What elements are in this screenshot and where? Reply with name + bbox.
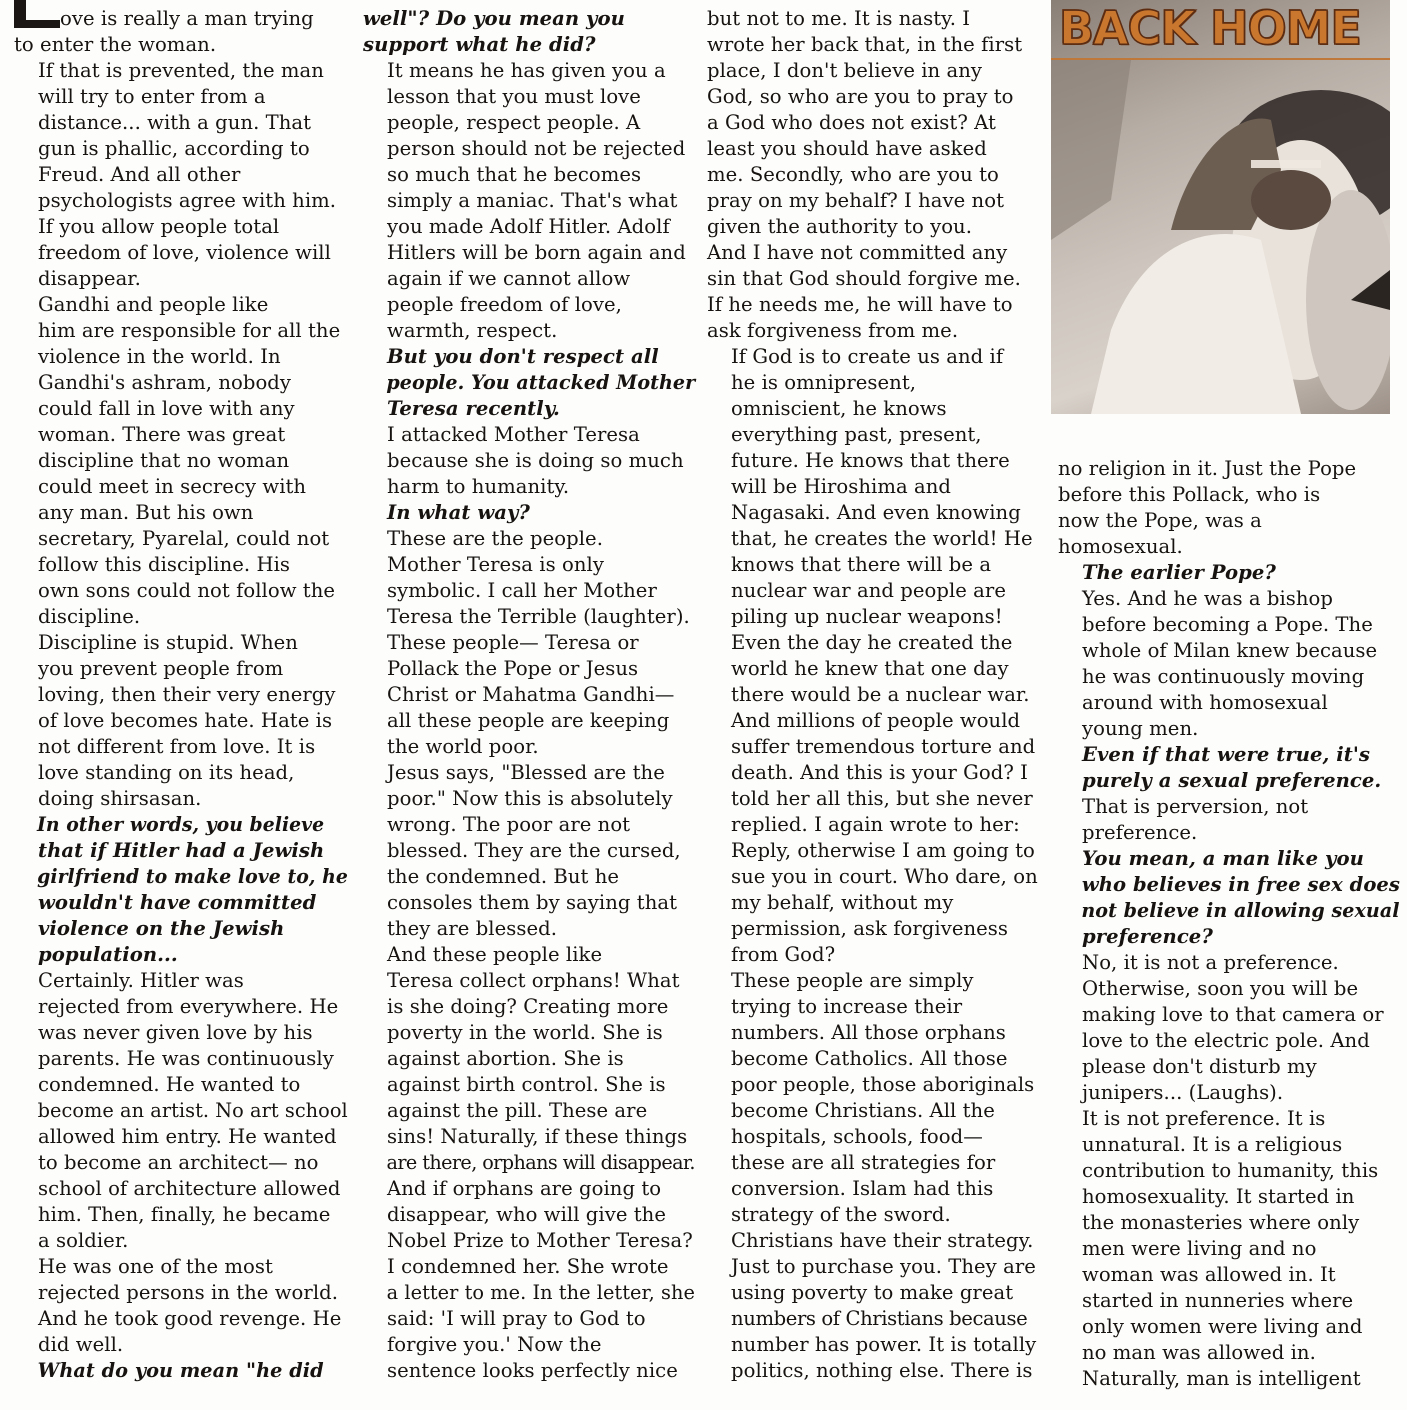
paragraph [14,1254,348,1358]
text-line: You mean, a man like you [1082,847,1364,870]
text-line: girlfriend to make love to, he [37,865,348,888]
text-line: discipline. [38,605,141,628]
text-line: ask forgiveness from me. [707,319,959,342]
text-line: numbers. All those orphans [731,1021,1006,1044]
text-line: replied. I again wrote to her: [731,813,1020,836]
text-line: that, he creates the world! He [731,527,1033,550]
text-line: These are the people. [387,527,603,550]
text-line: the world poor. [387,735,539,758]
text-line: These people— Teresa or [387,631,639,654]
text-line: If he needs me, he will have to [707,293,1013,316]
text-line: sue you in court. Who dare, on [731,865,1038,888]
paragraph [363,526,695,760]
text-line: Even the day he created the [731,631,1013,654]
text-line: no man was allowed in. [1082,1341,1316,1364]
text-line: In other words, you believe [37,813,325,836]
text-line: Yes. And he was a bishop [1082,587,1333,610]
text-line: doing shirsasan. [38,787,202,810]
text-line: Pollack the Pope or Jesus [387,657,639,680]
text-line: unnatural. It is a religious [1082,1133,1343,1156]
text-line: wrote her back that, in the first [707,33,1023,56]
text-line: will try to enter from a [38,85,266,108]
text-line: me. Secondly, who are you to [707,163,999,186]
text-line: homosexuality. It started in [1082,1185,1355,1208]
text-line: he is omnipresent, [731,371,917,394]
interview-question [14,1358,348,1384]
text-line: people. You attacked Mother [386,371,696,394]
paragraph [707,6,1051,344]
text-line: poor people, those aboriginals [731,1073,1035,1096]
text-line: sin that God should forgive me. [707,267,1021,290]
text-line: Just to purchase you. They are [731,1255,1036,1278]
text-line: least you should have asked [707,137,987,160]
text-line: but not to me. It is nasty. I [707,7,971,30]
text-line: In what way? [387,501,530,524]
text-line: violence in the world. In [38,345,281,368]
text-line: own sons could not follow the [38,579,336,602]
text-line: him. Then, finally, he became [38,1203,331,1226]
text-line: condemned. He wanted to [38,1073,301,1096]
text-line: against abortion. She is [387,1047,624,1070]
paragraph [363,1254,695,1384]
text-line: I condemned her. She wrote [387,1255,669,1278]
text-line: not believe in allowing sexual [1081,899,1400,922]
text-line: If you allow people total [38,215,280,238]
text-line: It is not preference. It is [1082,1107,1326,1130]
text-line: could fall in love with any [38,397,295,420]
text-line: everything past, present, [731,423,982,446]
text-line: discipline that no woman [38,449,290,472]
text-line: around with homosexual [1082,691,1328,714]
article-column-2 [363,6,695,1384]
paragraph [707,344,1051,968]
text-line: trying to increase their [731,995,963,1018]
text-line: world he knew that one day [731,657,1009,680]
text-line: Teresa recently. [387,397,560,420]
text-line: The earlier Pope? [1082,561,1276,584]
text-line: loving, then their very energy [38,683,336,706]
text-line: future. He knows that there [731,449,1010,472]
text-line: poverty in the world. She is [387,1021,663,1044]
text-line: told her all this, but she never [731,787,1033,810]
text-line: That is perversion, not [1082,795,1309,818]
text-line: Freud. And all other [38,163,241,186]
text-line: love to the electric pole. And [1082,1029,1370,1052]
text-line: he was continuously moving [1082,665,1365,688]
text-line: permission, ask forgiveness [731,917,1009,940]
text-line: blessed. They are the cursed, [387,839,681,862]
text-line: These people are simply [731,969,974,992]
text-line: woman was allowed in. It [1082,1263,1336,1286]
paragraph [1058,1106,1400,1392]
paragraph [14,968,348,1254]
text-line: so much that he becomes [387,163,642,186]
interview-question [1058,846,1400,950]
text-line: because she is doing so much [387,449,684,472]
text-line: And if orphans are going to [387,1177,662,1200]
text-line: Certainly. Hitler was [38,969,244,992]
text-line: Discipline is stupid. When [38,631,298,654]
text-line: Nagasaki. And even knowing [731,501,1021,524]
text-line: sins! Naturally, if these things [387,1125,688,1148]
text-line: freedom of love, violence will [38,241,331,264]
text-line: And these people like [387,943,603,966]
text-line: young men. [1082,717,1199,740]
text-line: piling up nuclear weapons! [731,605,1003,628]
paragraph [1058,950,1400,1106]
text-line: Nobel Prize to Mother Teresa? [387,1229,693,1252]
interview-question [14,812,348,968]
text-line: And millions of people would [731,709,1021,732]
text-line: is she doing? Creating more [387,995,669,1018]
text-line: numbers of Christians because [731,1307,1028,1330]
text-line: well"? Do you mean you [363,7,625,30]
text-line: are there, orphans will disappear. [386,1151,695,1174]
text-line: to enter the woman. [14,33,217,56]
text-line: If that is prevented, the man [38,59,324,82]
text-line: the monasteries where only [1082,1211,1360,1234]
text-line: place, I don't believe in any [707,59,983,82]
text-line: all these people are keeping [387,709,670,732]
text-line: my behalf, without my [731,891,954,914]
text-line: woman. There was great [38,423,286,446]
text-line: God, so who are you to pray to [707,85,1014,108]
text-line: now the Pope, was a [1058,509,1262,532]
text-line: men were living and no [1082,1237,1317,1260]
text-line: ove is really a man trying [60,7,314,30]
text-line: these are all strategies for [731,1151,996,1174]
text-line: Even if that were true, it's [1082,743,1371,766]
text-line: any man. But his own [38,501,254,524]
text-line: suffer tremendous torture and [731,735,1036,758]
text-line: I attacked Mother Teresa [387,423,640,446]
text-line: parents. He was continuously [38,1047,334,1070]
interview-question [363,6,695,58]
paragraph [707,968,1051,1384]
text-line: people, respect people. A [387,111,641,134]
text-line: preference. [1082,821,1198,844]
text-line: Teresa collect orphans! What [387,969,680,992]
text-line: started in nunneries where [1082,1289,1354,1312]
text-line: follow this discipline. His [38,553,291,576]
paragraph [14,6,348,58]
text-line: secretary, Pyarelal, could not [38,527,330,550]
text-line: a letter to me. In the letter, she [386,1281,695,1304]
article-photo [1051,0,1390,414]
text-line: And I have not committed any [707,241,1008,264]
text-line: against the pill. These are [387,1099,648,1122]
text-line: to become an architect— no [38,1151,319,1174]
text-line: Christ or Mahatma Gandhi— [387,683,675,706]
text-line: psychologists agree with him. [38,189,337,212]
text-line: again if we cannot allow [387,267,631,290]
text-line: from God? [731,943,836,966]
text-line: pray on my behalf? I have not [707,189,1005,212]
text-line: He was one of the most [38,1255,273,1278]
text-line: said: 'I will pray to God to [387,1307,646,1330]
text-line: against birth control. She is [387,1073,666,1096]
text-line: Naturally, man is intelligent [1082,1367,1361,1390]
text-line: strategy of the sword. [731,1203,951,1226]
text-line: junipers... (Laughs). [1082,1081,1284,1104]
text-line: school of architecture allowed [38,1177,341,1200]
text-line: It means he has given you a [387,59,666,82]
text-line: simply a maniac. That's what [387,189,678,212]
portrait-illustration [1051,0,1390,414]
text-line: will be Hiroshima and [731,475,952,498]
text-line: was never given love by his [38,1021,313,1044]
text-line: And he took good revenge. He [38,1307,342,1330]
text-line: purely a sexual preference. [1082,769,1382,792]
text-line: allowed him entry. He wanted [38,1125,337,1148]
text-line: poor." Now this is absolutely [387,787,673,810]
text-line: harm to humanity. [387,475,570,498]
paragraph [363,942,695,1254]
interview-question [363,500,695,526]
text-line: only women were living and [1082,1315,1363,1338]
paragraph [363,58,695,344]
text-line: please don't disturb my [1082,1055,1317,1078]
text-line: become Christians. All the [731,1099,995,1122]
text-line: conversion. Islam had this [731,1177,994,1200]
text-line: No, it is not a preference. [1082,951,1339,974]
paragraph [1058,794,1400,846]
text-line: a God who does not exist? At [707,111,996,134]
text-line: could meet in secrecy with [38,475,307,498]
text-line: politics, nothing else. There is [731,1359,1033,1382]
text-line: homosexual. [1058,535,1183,558]
text-line: disappear, who will give the [387,1203,666,1226]
text-line: contribution to humanity, this [1082,1159,1379,1182]
text-line: Gandhi and people like [38,293,269,316]
text-line: the condemned. But he [387,865,620,888]
text-line: Hitlers will be born again and [387,241,686,264]
text-line: that if Hitler had a Jewish [38,839,325,862]
text-line: wouldn't have committed [38,891,317,914]
text-line: making love to that camera or [1082,1003,1384,1026]
text-line: given the authority to you. [707,215,972,238]
text-line: If God is to create us and if [731,345,1004,368]
article-column-1 [14,6,348,1384]
paragraph [14,630,348,812]
text-line: lesson that you must love [387,85,641,108]
text-line: a soldier. [38,1229,129,1252]
text-line: before this Pollack, who is [1058,483,1321,506]
interview-question [1058,560,1400,586]
text-line: sentence looks perfectly nice [387,1359,678,1382]
text-line: population... [38,943,178,966]
text-line: did well. [38,1333,124,1356]
text-line: hospitals, schools, food— [731,1125,983,1148]
text-line: What do you mean "he did [37,1359,324,1382]
text-line: you made Adolf Hitler. Adolf [387,215,670,238]
text-line: become Catholics. All those [731,1047,1008,1070]
paragraph [14,58,348,292]
text-line: you prevent people from [38,657,284,680]
text-line: violence on the Jewish [38,917,285,940]
text-line: rejected persons in the world. [38,1281,339,1304]
text-line: preference? [1082,925,1213,948]
text-line: Gandhi's ashram, nobody [38,371,292,394]
text-line: warmth, respect. [387,319,558,342]
text-line: distance... with a gun. That [38,111,312,134]
text-line: whole of Milan knew because [1082,639,1378,662]
text-line: using poverty to make great [731,1281,1014,1304]
article-column-3 [707,6,1051,1384]
text-line: no religion in it. Just the Pope [1058,457,1357,480]
paragraph [1058,456,1400,560]
text-line: Jesus says, "Blessed are the [387,761,665,784]
text-line: they are blessed. [387,917,557,940]
paragraph [363,422,695,500]
paragraph [363,760,695,942]
text-line: knows that there will be a [731,553,992,576]
article-column-4 [1058,456,1400,1392]
paragraph [1058,586,1400,742]
text-line: him are responsible for all the [38,319,341,342]
text-line: Otherwise, soon you will be [1082,977,1359,1000]
text-line: before becoming a Pope. The [1082,613,1373,636]
text-line: gun is phallic, according to [38,137,310,160]
text-line: death. And this is your God? I [731,761,1028,784]
text-line: Reply, otherwise I am going to [731,839,1035,862]
text-line: Christians have their strategy. [731,1229,1034,1252]
text-line: Mother Teresa is only [387,553,604,576]
text-line: consoles them by saying that [387,891,678,914]
text-line: rejected from everywhere. He [38,995,339,1018]
text-line: person should not be rejected [387,137,686,160]
text-line: symbolic. I call her Mother [387,579,657,602]
photo-headline: BACK HOME [1059,1,1361,55]
drop-cap-l [14,6,60,32]
text-line: support what he did? [363,33,596,56]
text-line: omniscient, he knows [731,397,947,420]
text-line: become an artist. No art school [37,1099,348,1122]
text-line: forgive you.' Now the [387,1333,602,1356]
text-line: there would be a nuclear war. [731,683,1030,706]
text-line: number has power. It is totally [731,1333,1037,1356]
text-line: not different from love. It is [38,735,316,758]
paragraph [14,292,348,630]
text-line: of love becomes hate. Hate is [38,709,333,732]
text-line: who believes in free sex does [1081,873,1400,896]
text-line: But you don't respect all [387,345,659,368]
interview-question [363,344,695,422]
text-line: love standing on its head, [38,761,295,784]
text-line: nuclear war and people are [731,579,1006,602]
text-line: wrong. The poor are not [387,813,631,836]
text-line: disappear. [38,267,141,290]
interview-question [1058,742,1400,794]
text-line: people freedom of love, [387,293,622,316]
text-line: Teresa the Terrible (laughter). [387,605,690,628]
